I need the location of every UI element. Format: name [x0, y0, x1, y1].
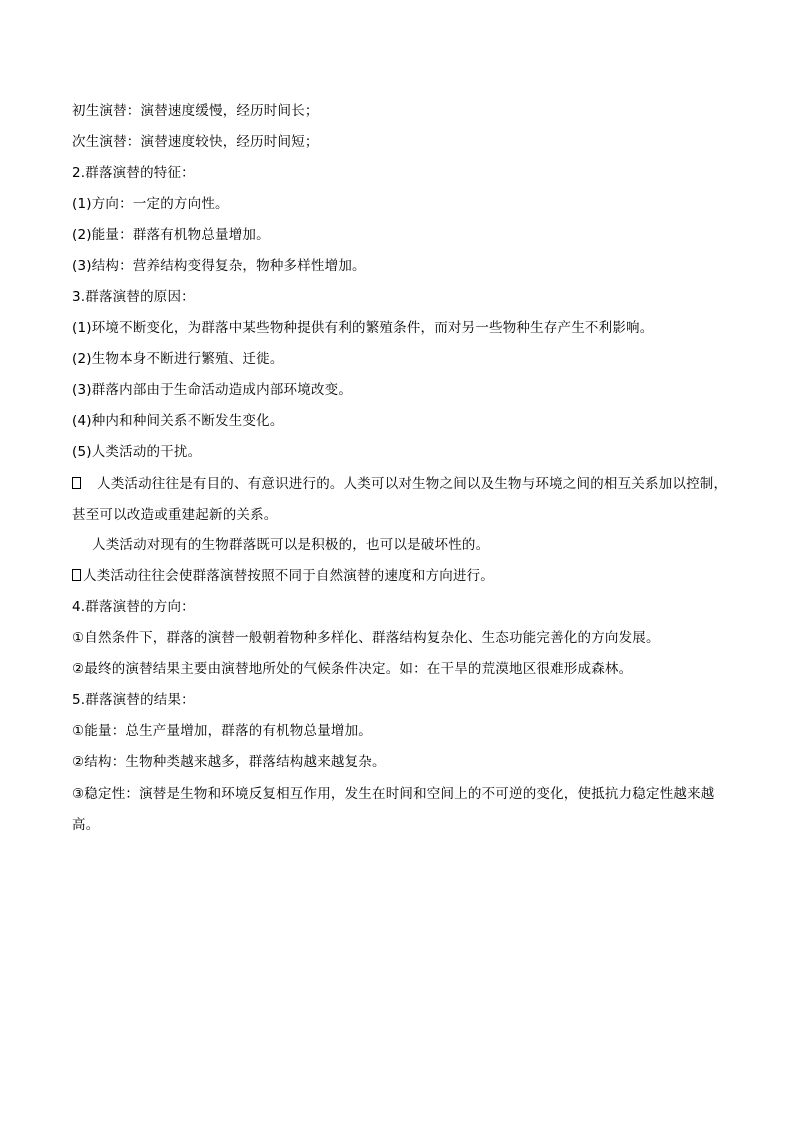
text-line-feature-energy: (2)能量：群落有机物总量增加。	[72, 227, 270, 243]
paragraph-human-activity-1-text: 人类活动往往是有目的、有意识进行的。人类可以对生物之间以及生物与环境之间的相互关系加以控制，甚至可以改造或重建起新的关系。	[72, 476, 728, 523]
text-line-result-structure: ②结构：生物种类越来越多，群落结构越来越复杂。	[72, 754, 386, 770]
text-line-cause-2: (2)生物本身不断进行繁殖、迁徙。	[72, 351, 284, 367]
section-heading-features: 2.群落演替的特征：	[72, 165, 195, 181]
text-line-result-energy: ①能量：总生产量增加，群落的有机物总量增加。	[72, 723, 373, 739]
section-heading-results: 5.群落演替的结果：	[72, 692, 195, 708]
text-line-human-activity-3-text: 人类活动往往会使群落演替按照不同于自然演替的速度和方向进行。	[83, 568, 494, 584]
text-line-cause-1: (1)环境不断变化，为群落中某些物种提供有利的繁殖条件，而对另一些物种生存产生不利影响。	[72, 320, 654, 336]
text-line-secondary-succession: 次生演替：演替速度较快，经历时间短；	[72, 134, 319, 150]
checkbox-symbol-icon	[72, 477, 81, 489]
checkbox-symbol-icon	[72, 569, 81, 581]
paragraph-result-stability: ③稳定性：演替是生物和环境反复相互作用，发生在时间和空间上的不可逆的变化，使抵抗力稳定性越来越高。	[72, 786, 715, 833]
text-line-primary-succession: 初生演替：演替速度缓慢，经历时间长；	[72, 103, 319, 119]
paragraph-human-activity-1	[72, 469, 734, 531]
text-line-human-activity-2: 人类活动对现有的生物群落既可以是积极的，也可以是破坏性的。	[92, 537, 490, 553]
text-line-cause-4: (4)种内和种间关系不断发生变化。	[72, 413, 284, 429]
section-heading-direction: 4.群落演替的方向：	[72, 599, 195, 615]
text-line-feature-structure: (3)结构：营养结构变得复杂，物种多样性增加。	[72, 258, 366, 274]
text-line-cause-5: (5)人类活动的干扰。	[72, 444, 202, 460]
text-line-human-activity-3	[72, 566, 494, 586]
text-line-direction-2: ②最终的演替结果主要由演替地所处的气候条件决定。如：在干旱的荒漠地区很难形成森林。	[72, 661, 633, 677]
text-line-direction-1: ①自然条件下，群落的演替一般朝着物种多样化、群落结构复杂化、生态功能完善化的方向发展。	[72, 630, 660, 646]
section-heading-causes: 3.群落演替的原因：	[72, 289, 195, 305]
text-line-feature-direction: (1)方向：一定的方向性。	[72, 196, 229, 212]
text-line-cause-3: (3)群落内部由于生命活动造成内部环境改变。	[72, 382, 353, 398]
